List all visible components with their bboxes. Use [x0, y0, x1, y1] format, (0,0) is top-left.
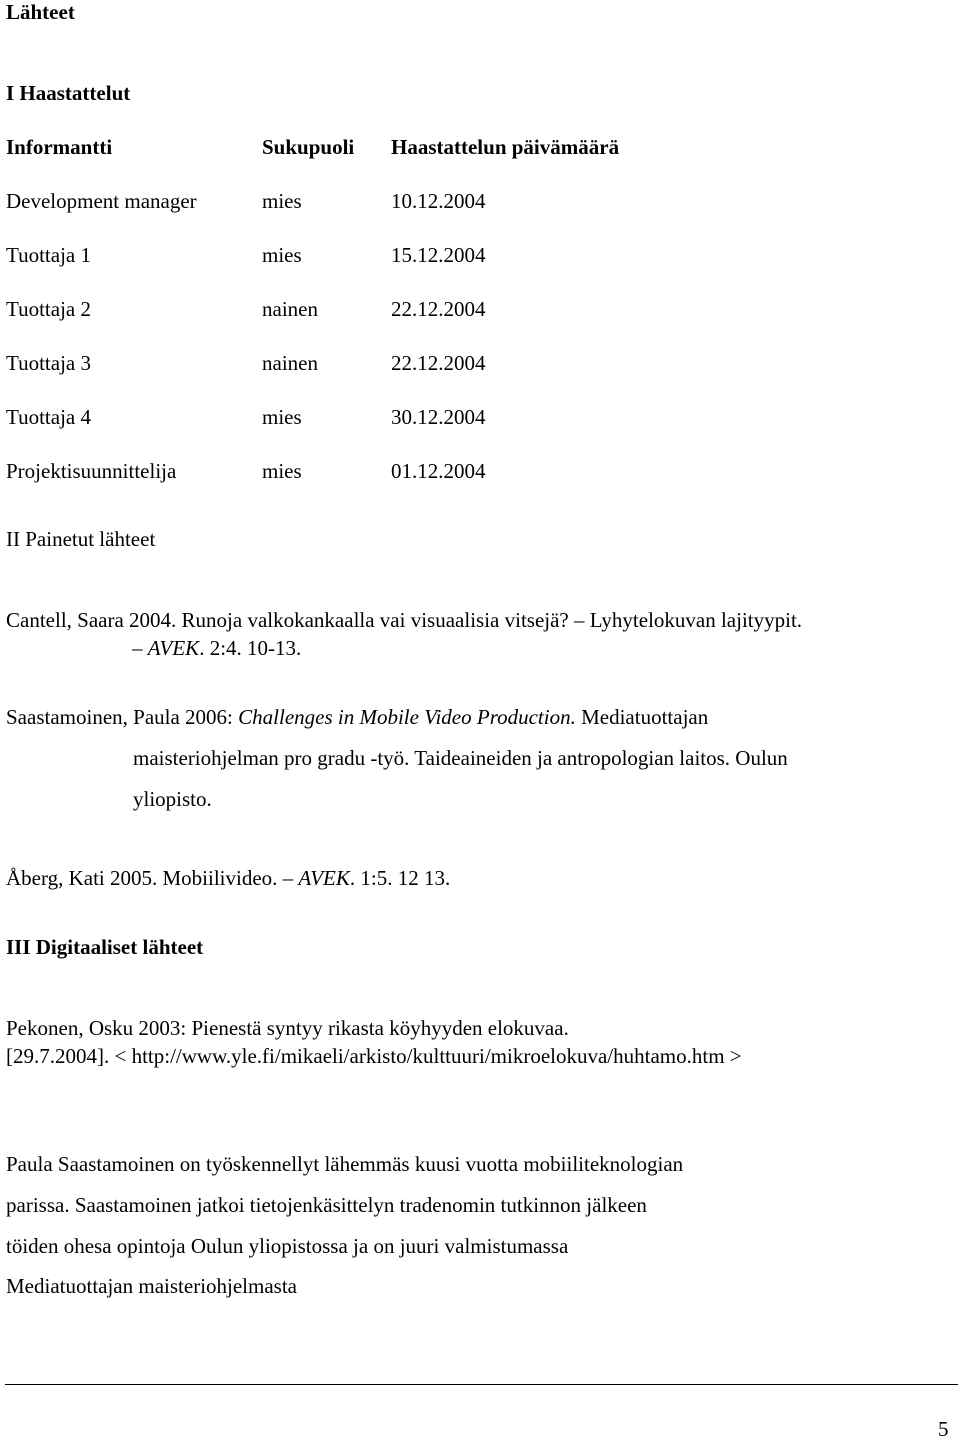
- table-cell-gender: mies: [262, 189, 302, 213]
- table-cell-date: 22.12.2004: [391, 351, 486, 375]
- section-heading-printed-sources: II Painetut lähteet: [6, 527, 156, 551]
- reference-line: Pekonen, Osku 2003: Pienestä syntyy rikasta köyhyyden elokuvaa.: [6, 1016, 569, 1040]
- section-heading-interviews: I Haastattelut: [6, 81, 131, 105]
- bio-line: töiden ohesa opintoja Oulun yliopistossa ja on juuri valmistumassa: [6, 1234, 569, 1258]
- table-cell-informant: Tuottaja 3: [6, 351, 91, 375]
- table-cell-gender: mies: [262, 243, 302, 267]
- table-header-date: Haastattelun päivämäärä: [391, 135, 620, 159]
- table-cell-informant: Tuottaja 4: [6, 405, 91, 429]
- citation-detail: . 2:4. 10-13.: [199, 636, 302, 660]
- dash: –: [132, 636, 143, 660]
- reference-line: maisteriohjelman pro gradu -työ. Taideaineiden ja antropologian laitos. Oulun: [133, 746, 788, 770]
- table-cell-gender: nainen: [262, 297, 318, 321]
- table-cell-informant: Tuottaja 2: [6, 297, 91, 321]
- work-title: Challenges in Mobile Video Production.: [238, 705, 576, 729]
- table-cell-date: 10.12.2004: [391, 189, 486, 213]
- table-cell-gender: nainen: [262, 351, 318, 375]
- author-year: Saastamoinen, Paula 2006:: [6, 705, 239, 729]
- reference-line: [132, 638, 301, 659]
- footer-divider: [5, 1384, 958, 1385]
- reference-line: [6, 707, 708, 728]
- bio-line: Paula Saastamoinen on työskennellyt lähemmäs kuusi vuotta mobiiliteknologian: [6, 1152, 684, 1176]
- table-cell-informant: Tuottaja 1: [6, 243, 91, 267]
- citation-detail: Mediatuottajan: [575, 705, 709, 729]
- table-cell-date: 01.12.2004: [391, 459, 486, 483]
- table-cell-gender: mies: [262, 459, 302, 483]
- section-heading-digital-sources: III Digitaaliset lähteet: [6, 935, 204, 959]
- reference-line: Cantell, Saara 2004. Runoja valkokankaalla vai visuaalisia vitsejä? – Lyhytelokuvan lajityypit.: [6, 608, 803, 632]
- page-number: 5: [938, 1417, 949, 1441]
- citation-detail: . 1:5. 12 13.: [349, 866, 451, 890]
- bio-line: Mediatuottajan maisteriohjelmasta: [6, 1274, 297, 1298]
- table-cell-date: 30.12.2004: [391, 405, 486, 429]
- page-title: Lähteet: [6, 0, 75, 24]
- journal-title: AVEK: [298, 866, 350, 890]
- table-cell-gender: mies: [262, 405, 302, 429]
- table-cell-informant: Development manager: [6, 189, 197, 213]
- reference-line: yliopisto.: [133, 787, 212, 811]
- table-header-informant: Informantti: [6, 135, 113, 159]
- author-year: Åberg, Kati 2005. Mobiilivideo. –: [6, 866, 299, 890]
- reference-line: [6, 868, 450, 889]
- reference-url-line: [29.7.2004]. < http://www.yle.fi/mikaeli/arkisto/kulttuuri/mikroelokuva/huhtamo.htm >: [6, 1044, 742, 1068]
- table-cell-informant: Projektisuunnittelija: [6, 459, 177, 483]
- journal-title: AVEK: [147, 636, 200, 660]
- table-cell-date: 22.12.2004: [391, 297, 486, 321]
- table-cell-date: 15.12.2004: [391, 243, 486, 267]
- table-header-gender: Sukupuoli: [262, 135, 355, 159]
- bio-line: parissa. Saastamoinen jatkoi tietojenkäsittelyn tradenomin tutkinnon jälkeen: [6, 1193, 647, 1217]
